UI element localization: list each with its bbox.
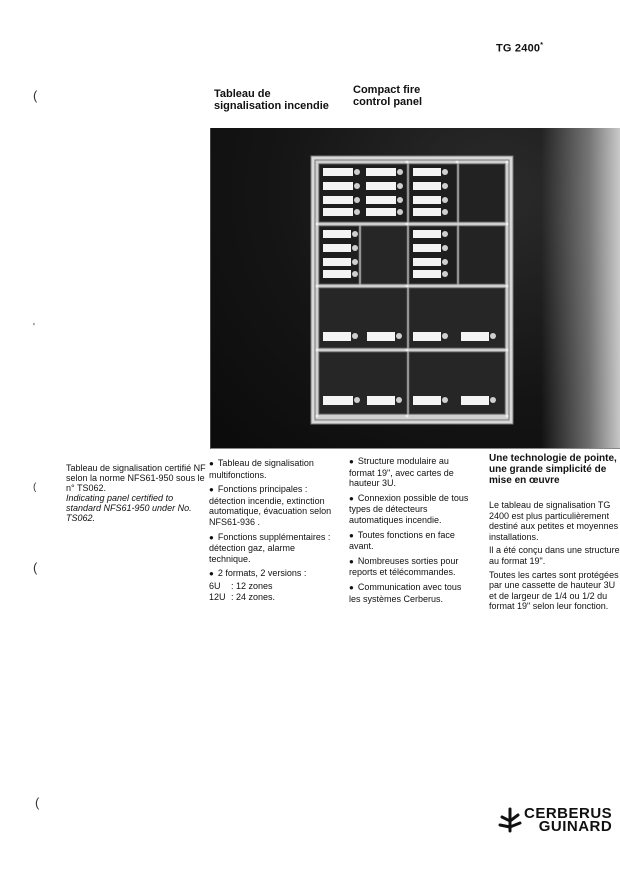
feature-item: ● 2 formats, 2 versions : (209, 568, 307, 579)
technology-column (489, 453, 620, 615)
feature-item: ● Toutes fonctions en face avant. (349, 529, 455, 552)
product-photo (210, 128, 620, 449)
feature-item: ● Fonctions principales : détection incendie, extinction automatique, évacuation selon NFS61-936 . (209, 484, 332, 527)
margin-mark: ( (33, 560, 38, 575)
technology-paragraph: Le tableau de signalisation TG 2400 est plus particulièrement destiné aux petites et moyennes installations. (489, 500, 619, 542)
technology-paragraph: Toutes les cartes sont protégées par une cassette de hauteur 3U et de largeur de 1/4 ou 1/2 du format 19" selon leur fonction. (489, 569, 619, 612)
format-zones: : 24 zones. (231, 591, 276, 602)
logo-line-1: CERBERUS (524, 805, 613, 822)
feature-item: ● Fonctions supplémentaires : détection gaz, alarme technique. (209, 531, 331, 564)
features-column-1 (209, 458, 337, 602)
technology-heading: Une technologie de pointe, une grande simplicité de mise en œuvre (489, 453, 617, 486)
feature-item: ● Nombreuses sorties pour reports et télécommandes. (349, 555, 459, 578)
technology-paragraph: Il a été conçu dans une structure au format 19". (489, 545, 620, 566)
format-size: 12U (209, 591, 226, 602)
caption-fr: Tableau de signalisation certifié NF selon la norme NFS61-950 sous le n° TS062. (66, 463, 206, 493)
feature-item: ● Communication avec tous les systèmes Cerberus. (349, 581, 462, 604)
title-en: Compact fire control panel (353, 84, 423, 108)
caption-en: Indicating panel certified to standard NFS61-950 under No. TS062. (66, 493, 192, 523)
margin-mark: ( (33, 88, 38, 103)
feature-item: ● Tableau de signalisation multifonctions. (209, 458, 314, 480)
title-fr: Tableau de signalisation incendie (214, 88, 329, 112)
margin-mark: ( (33, 482, 37, 493)
feature-item: ● Connexion possible de tous types de détecteurs automatiques incendie. (349, 492, 469, 525)
formats-list (209, 581, 337, 602)
margin-mark: ( (35, 795, 40, 810)
model-number: TG 2400* (496, 42, 544, 55)
format-zones: : 12 zones (231, 580, 273, 591)
photo-fade (541, 128, 620, 448)
company-logo (496, 807, 612, 833)
margin-mark: ' (33, 322, 35, 333)
flame-logo-icon (496, 807, 524, 833)
format-size: 6U (209, 580, 221, 591)
feature-item: ● Structure modulaire au format 19", avec cartes de hauteur 3U. (349, 456, 454, 489)
certification-caption (66, 463, 208, 523)
features-column-2 (349, 456, 475, 608)
logo-line-2: GUINARD (538, 818, 613, 835)
